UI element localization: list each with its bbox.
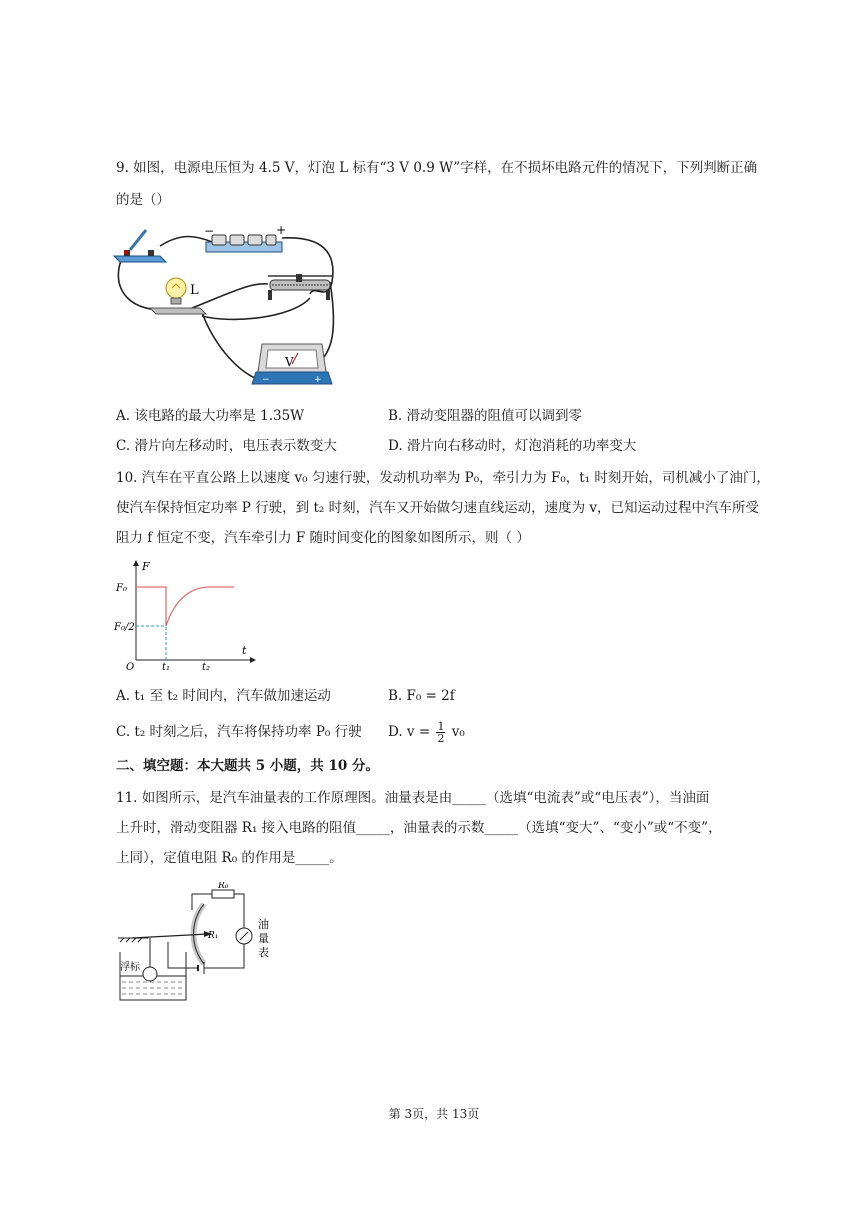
q9-text-line2: 的是（） [116,192,170,208]
meter-minus: − [262,375,270,385]
lamp-icon [150,278,206,314]
q9-circuit-figure [112,222,352,394]
q10-option-c: C. t₂ 时刻之后，汽车将保持功率 P₀ 行驶 [116,724,362,740]
q11-fuel-gauge-figure [112,882,280,1010]
lamp-label: L [190,283,199,298]
q10-text-line2: 使汽车保持恒定功率 P 行驶，到 t₂ 时刻，汽车又开始做匀速直线运动，速度为 v，已知运动过程中汽车所受 [116,500,760,516]
rheostat-icon [268,274,332,300]
graph-force-curve [136,587,234,626]
float-label: 浮标 [120,962,140,973]
q10-force-time-graph [112,558,260,672]
graph-tick-t1: t₁ [162,662,171,672]
q9-option-a: A. 该电路的最大功率是 1.35W [116,408,305,424]
graph-x-axis-label: t [242,644,247,657]
r0-label: R₀ [218,882,229,891]
fraction-numerator: 1 [437,720,445,733]
graph-tick-t2: t₂ [202,662,211,672]
battery-plus: + [276,223,287,237]
page-footer: 第 3页，共 13页 [388,1107,480,1121]
meter-label-3: 表 [258,946,269,959]
section-2-title: 二、填空题：本大题共 5 小题，共 10 分。 [116,758,379,774]
q11-text-line2: 上升时，滑动变阻器 R₁ 接入电路的阻值_____，油量表的示数_____（选填“变大”、“变小”或“不变”， [116,820,722,836]
q10-option-d-fraction [436,721,445,744]
graph-tick-f0-half: F₀/2 [114,622,135,633]
meter-label-2: 量 [258,932,269,945]
q10-option-d [388,714,465,750]
q10-text-line3: 阻力 f 恒定不变，汽车牵引力 F 随时间变化的图象如图所示，则（ ） [116,530,530,546]
q10-option-d-prefix: D. v = [388,724,431,740]
graph-tick-f0: F₀ [116,583,127,594]
meter-plus: + [314,375,322,385]
r1-label: R₁ [208,931,219,941]
q9-option-b: B. 滑动变阻器的阻值可以调到零 [388,408,583,424]
q9-option-c: C. 滑片向左移动时，电压表示数变大 [116,438,337,454]
voltmeter-label: V [285,355,294,369]
graph-origin-label: O [126,662,135,672]
q10-text-line1: 10. 汽车在平直公路上以速度 v₀ 匀速行驶，发动机功率为 P₀，牵引力为 F₀，t₁ 时刻开始，司机减小了油门， [116,470,770,486]
battery-icon [204,223,286,252]
fraction-denominator: 2 [437,732,445,745]
q11-text-line3: 上同），定值电阻 R₀ 的作用是_____。 [116,850,343,866]
q9-option-d: D. 滑片向右移动时，灯泡消耗的功率变大 [388,438,637,454]
q11-text-line1: 11. 如图所示，是汽车油量表的工作原理图。油量表是由_____（选填“电流表”或“电压表”），当油面 [116,790,710,806]
q10-option-b: B. F₀ = 2f [388,688,455,704]
q10-option-d-suffix: v₀ [451,724,465,740]
graph-y-axis-label: F [142,560,150,573]
battery-minus: − [204,224,215,238]
meter-label-1: 油 [258,918,269,931]
q10-option-a: A. t₁ 至 t₂ 时间内，汽车做加速运动 [116,688,331,704]
voltmeter-icon [252,344,332,385]
switch-icon [114,230,166,262]
q9-text-line1: 9. 如图，电源电压恒为 4.5 V，灯泡 L 标有“3 V 0.9 W”字样，在不损坏电路元件的情况下，下列判断正确 [116,160,758,176]
